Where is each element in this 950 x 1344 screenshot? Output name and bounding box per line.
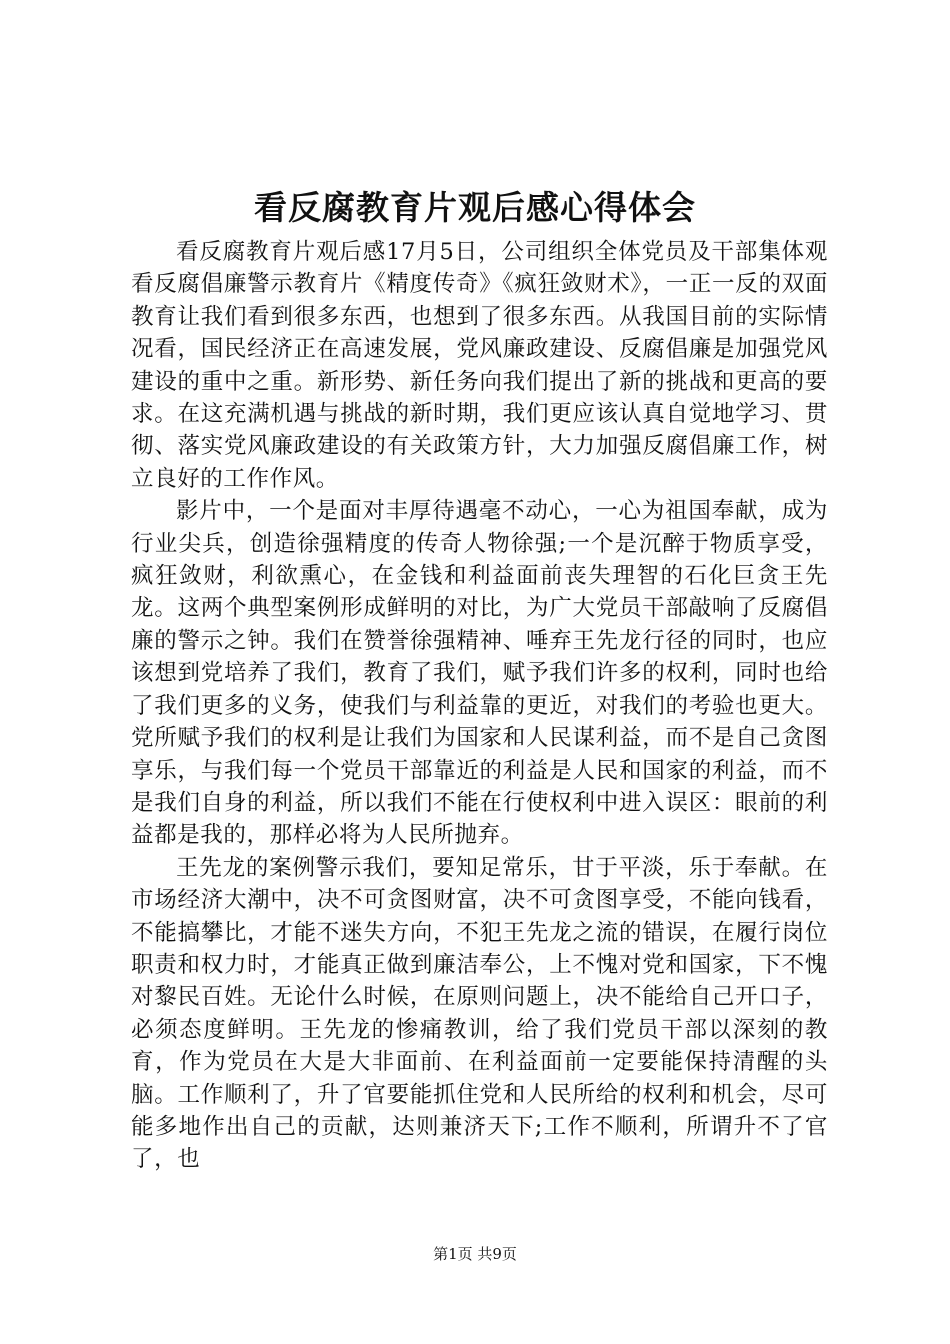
page-footer [0, 1244, 950, 1264]
paragraph-1: 看反腐教育片观后感17月5日，公司组织全体党员及干部集体观看反腐倡廉警示教育片《精度传奇》《疯狂敛财术》，一正一反的双面教育让我们看到很多东西，也想到了很多东西。从我国目前的实际情况看，国民经济正在高速发展，党风廉政建设、反腐倡廉是加强党风建设的重中之重。新形势、新任务向我们提出了新的挑战和更高的要求。在这充满机遇与挑战的新时期，我们更应该认真自觉地学习、贯彻、落实党风廉政建设的有关政策方针，大力加强反腐倡廉工作，树立良好的工作作风。 [131, 239, 828, 492]
page-indicator: 第1页 共9页 [433, 1245, 517, 1263]
document-title: 看反腐教育片观后感心得体会 [254, 188, 696, 227]
document-body [131, 236, 828, 1176]
paragraph-2: 影片中，一个是面对丰厚待遇毫不动心，一心为祖国奉献，成为行业尖兵，创造徐强精度的传奇人物徐强;一个是沉醉于物质享受，疯狂敛财，利欲熏心，在金钱和利益面前丧失理智的石化巨贪王先龙。这两个典型案例形成鲜明的对比，为广大党员干部敲响了反腐倡廉的警示之钟。我们在赞誉徐强精神、唾弃王先龙行径的同时，也应该想到党培养了我们，教育了我们，赋予我们许多的权利，同时也给了我们更多的义务，使我们与利益靠的更近，对我们的考验也更大。党所赋予我们的权利是让我们为国家和人民谋利益，而不是自己贪图享乐，与我们每一个党员干部靠近的利益是人民和国家的利益，而不是我们自身的利益，所以我们不能在行使权利中进入误区：眼前的利益都是我的，那样必将为人民所抛弃。 [131, 498, 828, 849]
paragraph-3: 王先龙的案例警示我们，要知足常乐，甘于平淡，乐于奉献。在市场经济大潮中，决不可贪图财富，决不可贪图享受，不能向钱看，不能搞攀比，才能不迷失方向，不犯王先龙之流的错误，在履行岗位职责和权力时，才能真正做到廉洁奉公，上不愧对党和国家，下不愧对黎民百姓。无论什么时候，在原则问题上，决不能给自己开口子，必须态度鲜明。王先龙的惨痛教训，给了我们党员干部以深刻的教育，作为党员在大是大非面前、在利益面前一定要能保持清醒的头脑。工作顺利了，升了官要能抓住党和人民所给的权利和机会，尽可能多地作出自己的贡献，达则兼济天下;工作不顺利，所谓升不了官了，也 [131, 854, 828, 1173]
